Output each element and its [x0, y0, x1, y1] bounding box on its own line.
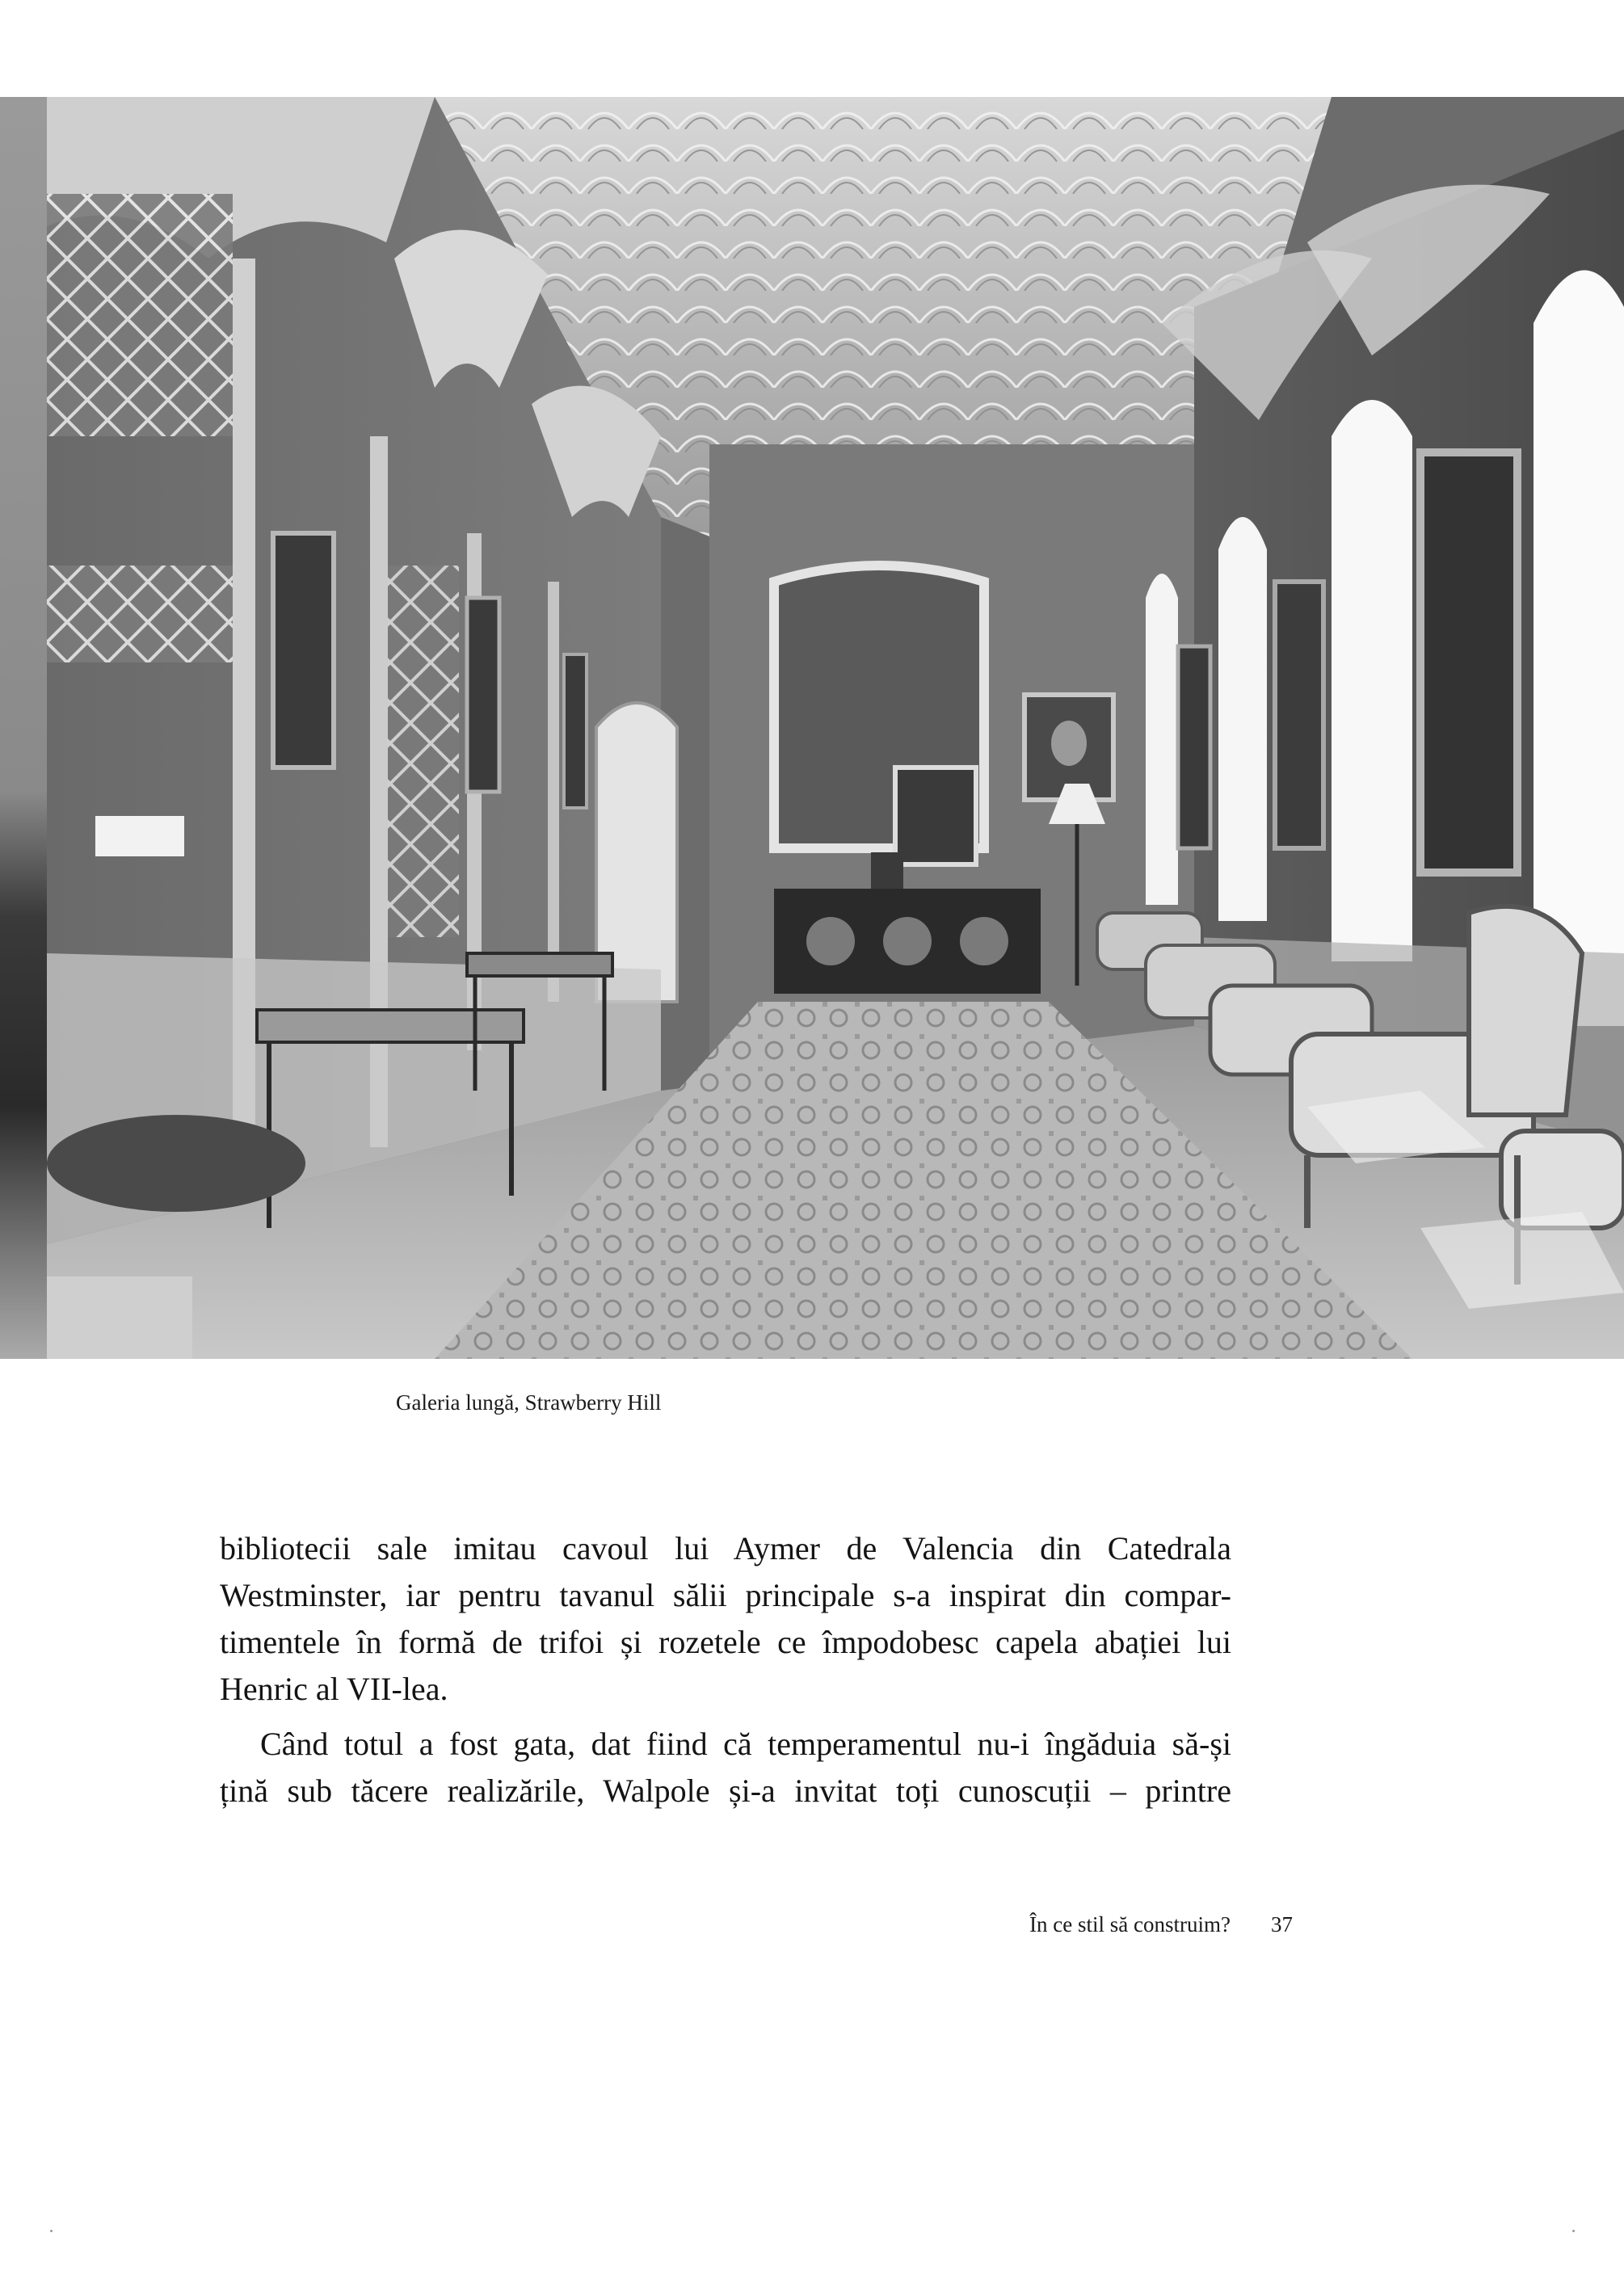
text-line: Westminster, iar pentru tavanul sălii principale s-a inspirat din compar- — [220, 1577, 1231, 1613]
text-line: bibliotecii sale imitau cavoul lui Aymer de Valencia din Catedrala — [220, 1530, 1231, 1566]
page-footer — [1029, 1910, 1293, 1939]
text-line: Când totul a fost gata, dat fiind că temperamentul nu-i îngăduia să-și — [260, 1726, 1231, 1762]
paragraph — [220, 1525, 1231, 1713]
print-speck — [50, 2230, 53, 2232]
paragraph — [220, 1721, 1231, 1815]
facing-page-photo-edge — [0, 97, 47, 1359]
print-speck — [1572, 2230, 1575, 2232]
photo-caption: Galeria lungă, Strawberry Hill — [396, 1390, 662, 1415]
text-line: țină sub tăcere realizările, Walpole și-a invitat toți cunoscuții – printre — [220, 1772, 1231, 1809]
gallery-photo — [47, 97, 1624, 1359]
page-number: 37 — [1271, 1912, 1293, 1936]
body-text — [220, 1525, 1231, 1815]
running-title: În ce stil să construim? — [1029, 1912, 1231, 1936]
text-line: Henric al VII-lea. — [220, 1671, 448, 1707]
gallery-photo-illustration — [47, 97, 1624, 1359]
text-line: timentele în formă de trifoi și rozetele ce împodobesc capela abației lui — [220, 1624, 1231, 1660]
